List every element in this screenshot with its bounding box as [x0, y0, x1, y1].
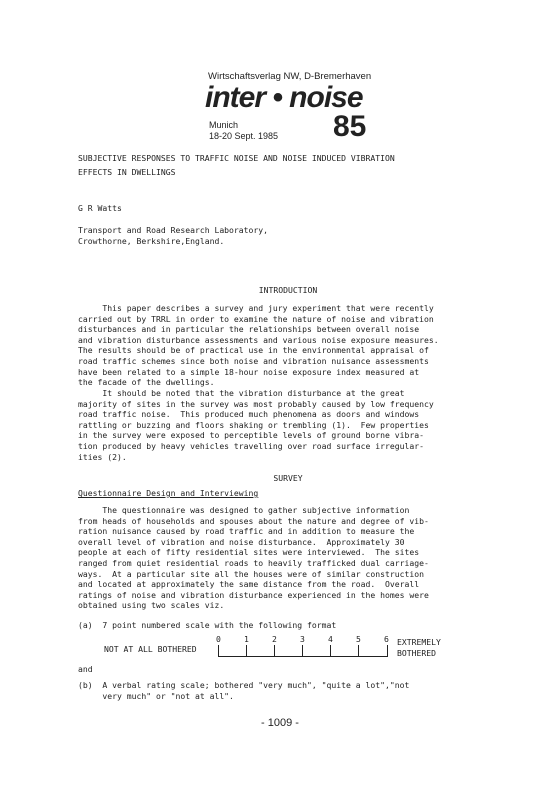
scale-number: 2	[272, 634, 277, 644]
scale-right-anchor-line2: BOTHERED	[397, 648, 436, 658]
scale-number: 4	[328, 634, 333, 644]
page-number: - 1009 -	[261, 717, 299, 729]
scale-right-anchor-line1: EXTREMELY	[397, 637, 441, 647]
intro-paragraph-2: It should be noted that the vibration disturbance at the great majority of sites in the survey was most probably caused by low frequency road traffic noise. This produced much phenomena as doors and windows rattling or buzzing and floors shaking or trembling (1). Few properties in the survey were exposed to perceptible levels of ground borne vibra- tion produced by heavy vehicles travelling over road surface irregular- ities (2).	[78, 388, 434, 462]
dates: 18-20 Sept. 1985	[209, 131, 279, 141]
scale-number: 5	[356, 634, 361, 644]
scale-number: 0	[216, 634, 221, 644]
city: Munich	[209, 120, 239, 130]
and-connector: and	[78, 664, 93, 674]
author: G R Watts	[78, 203, 122, 213]
paper-title-line1: SUBJECTIVE RESPONSES TO TRAFFIC NOISE AND NOISE INDUCED VIBRATION	[78, 153, 395, 163]
rating-scale-line	[218, 645, 388, 657]
questionnaire-subheading: Questionnaire Design and Interviewing	[78, 488, 259, 498]
scale-number: 6	[384, 634, 389, 644]
scale-item-b: (b) A verbal rating scale; bothered "very much", "quite a lot","not very much" or "not at all".	[78, 680, 410, 701]
scale-item-a: (a) 7 point numbered scale with the following format	[78, 620, 337, 630]
paper-title-line2: EFFECTS IN DWELLINGS	[78, 167, 176, 177]
affiliation-line1: Transport and Road Research Laboratory,	[78, 225, 269, 235]
introduction-heading: INTRODUCTION	[258, 285, 318, 295]
survey-heading: SURVEY	[273, 473, 303, 483]
scale-number: 1	[244, 634, 249, 644]
conference-year: 85	[333, 110, 367, 143]
scale-number: 3	[300, 634, 305, 644]
conference-location	[209, 120, 278, 142]
intro-paragraph-1: This paper describes a survey and jury experiment that were recently carried out by TRRL in order to examine the nature of noise and vibration disturbances and in particular the relationships between overall noise and vibration disturbance assessments and various noise exposure measures. The results should be of practical use in the environmental appraisal of road traffic schemes since both noise and vibration nuisance assessments have been related to a simple 18-hour noise exposure index measured at the facade of the dwellings.	[78, 303, 439, 388]
conference-logo: inter • noise	[205, 81, 363, 114]
scale-left-anchor: NOT AT ALL BOTHERED	[104, 644, 197, 654]
survey-paragraph-1: The questionnaire was designed to gather subjective information from heads of households and spouses about the nature and degree of vib- ration nuisance caused by road traffic and in addition to measure the overall level of vibration and noise disturbance. Approximately 30 people at each of fifty residential sites were interviewed. The sites ranged from quiet residential roads to heavily trafficked dual carriage- ways. At a particular site all the houses were of similar construction and located at approximately the same distance from the road. Overall ratings of noise and vibration disturbance experienced in the homes were obtained using two scales viz.	[78, 505, 429, 611]
publisher-line: Wirtschaftsverlag NW, D-Bremerhaven	[208, 71, 372, 82]
affiliation-line2: Crowthorne, Berkshire,England.	[78, 236, 225, 246]
